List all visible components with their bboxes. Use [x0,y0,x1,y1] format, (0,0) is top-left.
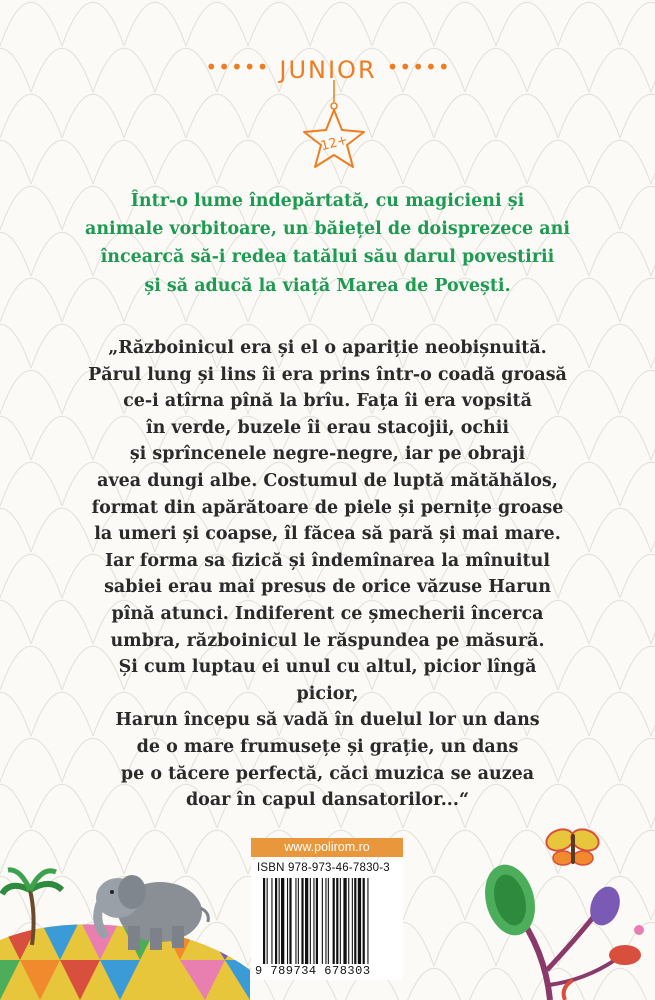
logo-right-dots: ••••• [386,55,451,79]
blurb-line: încearcă să-i redea tatălui său darul povestirii [100,247,555,268]
excerpt-line: ce-i atîrna pînă la brîu. Fața îi era vopsită [123,391,532,412]
barcode-digits: 9 789734 678303 [255,964,371,978]
excerpt-line: „Războinicul era și el o apariție neobișnuită. [108,338,547,358]
blurb-line: Într-o lume îndepărtată, cu magicieni și [130,191,525,211]
excerpt-line: de o mare frumusețe și grație, un dans [136,736,519,757]
excerpt-line: Și cum luptau ei unul cu altul, picior lîngă picior, [118,657,537,704]
publisher-website-link[interactable]: www.polirom.ro [251,838,403,857]
butterfly-icon [543,826,601,865]
excerpt-line: avea dungi albe. Costumul de luptă mătăhălos, [97,470,558,491]
excerpt-line: în verde, buzele îi erau stacojii, ochii [145,417,510,438]
logo-word: JUNIOR [279,56,377,84]
excerpt-line: Iar forma sa fizică și îndemînarea la mînuitul [104,550,551,571]
elephant-illustration [0,860,250,1000]
star-badge-icon [276,80,386,175]
excerpt-line: Părul lung și lins îi era prins într-o coadă groasă [88,364,567,385]
excerpt-line: doar în capul dansatorilor...“ [185,790,470,811]
blurb-line: și să aducă la viață Marea de Povești. [144,275,511,296]
isbn-number: ISBN 978-973-46-7830-3 [257,862,390,874]
age-badge-label: 12+ [319,132,350,155]
blurb-line: animale vorbitoare, un băiețel de doisprezece ani [84,219,570,240]
barcode-icon [263,878,395,964]
isbn-barcode-panel [251,860,403,980]
excerpt-line: pe o tăcere perfectă, căci muzica se auzea [120,763,535,784]
excerpt-line: pînă atunci. Indiferent ce șmecherii încerca [111,603,544,624]
excerpt-line: Harun începu să vadă în duelul lor un dans [115,710,540,731]
excerpt-line: sabiei erau mai presus de orice văzuse Harun [104,577,551,598]
flower-plant-illustration [455,810,655,1000]
excerpt-line: și sprîncenele negre-negre, iar pe obraji [129,444,526,465]
back-cover-blurb [80,187,575,300]
book-excerpt [85,335,570,814]
excerpt-line: format din apărătoare de piele și pernițe groase [91,497,564,518]
excerpt-line: la umeri și coapse, îl făcea să pară și mai mare. [94,524,561,545]
logo-left-dots: ••••• [205,55,270,79]
excerpt-line: umbra, războinicul le răspundea pe măsură. [110,630,545,651]
